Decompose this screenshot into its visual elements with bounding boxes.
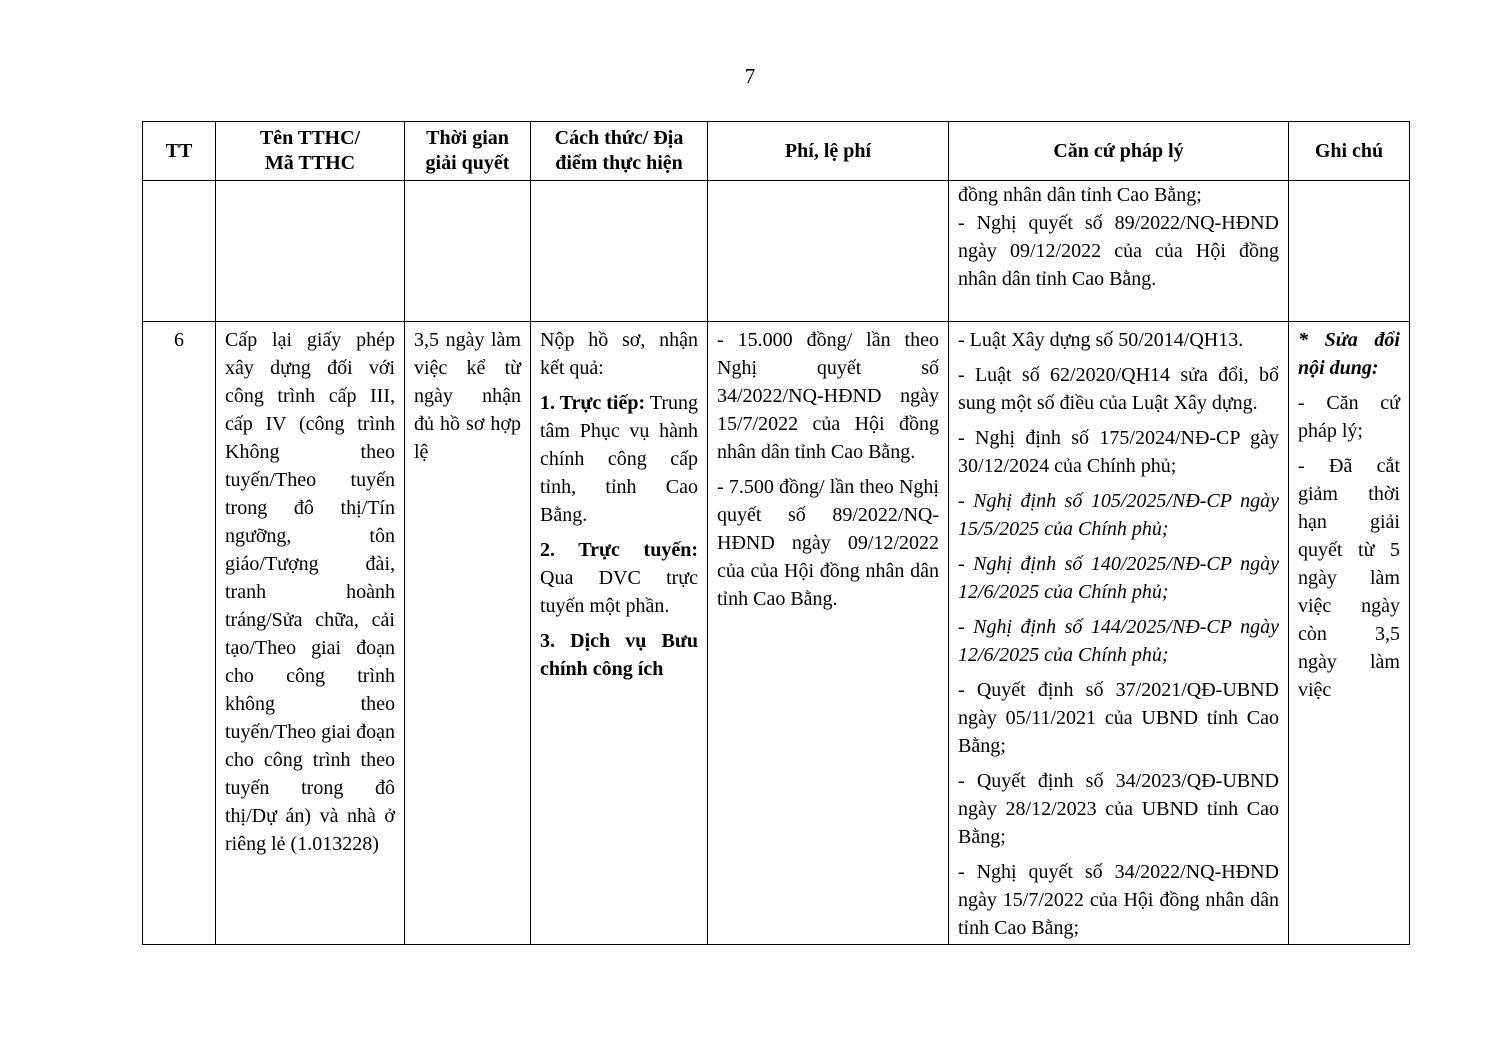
cont-fee-cell — [708, 181, 949, 322]
header-name-line1: Tên TTHC/ — [259, 127, 361, 149]
legal-item: - Nghị định số 105/2025/NĐ-CP ngày 15/5/2025 của Chính phủ; — [958, 490, 1279, 540]
procedure-table — [142, 121, 1410, 945]
method-online-label: 2. Trực tuyến: — [540, 539, 698, 561]
fee-item: - 7.500 đồng/ lần theo Nghị quyết số 89/2022/NQ-HĐND ngày 09/12/2022 của của Hội đồng nhân dân tỉnh Cao Bằng. — [717, 476, 939, 610]
header-tt: TT — [143, 122, 216, 181]
method-postal: 3. Dịch vụ Bưu chính công ích — [540, 630, 698, 680]
note-item: - Căn cứ pháp lý; — [1298, 392, 1400, 442]
cont-note-cell — [1289, 181, 1410, 322]
method-direct — [540, 389, 698, 529]
row6-method — [531, 322, 708, 945]
legal-item: - Nghị quyết số 34/2022/NQ-HĐND ngày 15/7/2022 của Hội đồng nhân dân tỉnh Cao Bằng; — [958, 861, 1279, 939]
cont-time-cell — [405, 181, 531, 322]
header-method-line1: Cách thức/ Địa — [554, 127, 684, 149]
header-note: Ghi chú — [1289, 122, 1410, 181]
header-time-line2: giải quyết — [425, 152, 510, 174]
method-direct-text: Trung tâm Phục vụ hành chính công cấp tỉnh, tỉnh Cao Bằng. — [540, 392, 698, 526]
cont-legal-cell — [949, 181, 1289, 322]
note-item: - Đã cắt giảm thời hạn giải quyết từ 5 ngày làm việc ngày còn 3,5 ngày làm việc — [1298, 455, 1400, 701]
row6-procedure-name: Cấp lại giấy phép xây dựng đối với công trình cấp III, cấp IV (công trình Không theo tuyến/Theo tuyến trong đô thị/Tín ngưỡng, tôn giáo/Tượng đài, tranh hoành tráng/Sửa chữa, cải tạo/Theo giai đoạn cho công trình không theo tuyến/Theo giai đoạn cho công trình theo tuyến trong đô thị/Dự án) và nhà ở riêng lẻ (1.013228) — [216, 322, 405, 945]
header-processing-time — [405, 122, 531, 181]
legal-item: - Luật Xây dựng số 50/2014/QH13. — [958, 329, 1244, 351]
legal-item: - Nghị định số 140/2025/NĐ-CP ngày 12/6/2025 của Chính phủ; — [958, 553, 1279, 603]
cont-legal-line: - Nghị quyết số 89/2022/NQ-HĐND ngày 09/12/2022 của của Hội đồng nhân dân tỉnh Cao Bằng. — [958, 212, 1279, 290]
cont-tt-cell — [143, 181, 216, 322]
cont-name-cell — [216, 181, 405, 322]
row6-note — [1289, 322, 1410, 945]
row6-processing-time: 3,5 ngày làm việc kể từ ngày nhận đủ hồ sơ hợp lệ — [405, 322, 531, 945]
header-procedure-name — [216, 122, 405, 181]
legal-item: - Quyết định số 34/2023/QĐ-UBND ngày 28/12/2023 của UBND tỉnh Cao Bằng; — [958, 770, 1279, 848]
legal-item: - Nghị định số 144/2025/NĐ-CP ngày 12/6/2025 của Chính phủ; — [958, 616, 1279, 666]
method-online-text: Qua DVC trực tuyến một phần. — [540, 567, 698, 617]
method-direct-label: 1. Trực tiếp: — [540, 392, 646, 414]
legal-item: - Nghị định số 175/2024/NĐ-CP gày 30/12/2024 của Chính phủ; — [958, 427, 1279, 477]
header-method-line2: điểm thực hiện — [555, 152, 683, 174]
fee-item: - 15.000 đồng/ lần theo Nghị quyết số 34/2022/NQ-HĐND ngày 15/7/2022 của Hội đồng nhân dân tỉnh Cao Bằng. — [717, 329, 939, 463]
header-fee: Phí, lệ phí — [708, 122, 949, 181]
header-legal-basis: Căn cứ pháp lý — [949, 122, 1289, 181]
table-header-row — [143, 122, 1410, 181]
page-number: 7 — [744, 64, 756, 88]
table-row-6 — [143, 322, 1410, 945]
header-time-line1: Thời gian — [426, 127, 509, 149]
note-title: * Sửa đổi nội dung: — [1298, 329, 1400, 379]
row6-tt: 6 — [143, 322, 216, 945]
header-name-line2: Mã TTHC — [264, 152, 356, 174]
legal-item: - Quyết định số 37/2021/QĐ-UBND ngày 05/11/2021 của UBND tỉnh Cao Bằng; — [958, 679, 1279, 757]
method-online — [540, 536, 698, 620]
cont-method-cell — [531, 181, 708, 322]
cont-legal-line: đồng nhân dân tỉnh Cao Bằng; — [958, 184, 1202, 206]
method-intro: Nộp hồ sơ, nhận kết quả: — [540, 329, 698, 379]
row6-fee — [708, 322, 949, 945]
header-method — [531, 122, 708, 181]
table-row-continuation — [143, 181, 1410, 322]
legal-item: - Luật số 62/2020/QH14 sửa đổi, bổ sung một số điều của Luật Xây dựng. — [958, 364, 1279, 414]
row6-legal-basis — [949, 322, 1289, 945]
